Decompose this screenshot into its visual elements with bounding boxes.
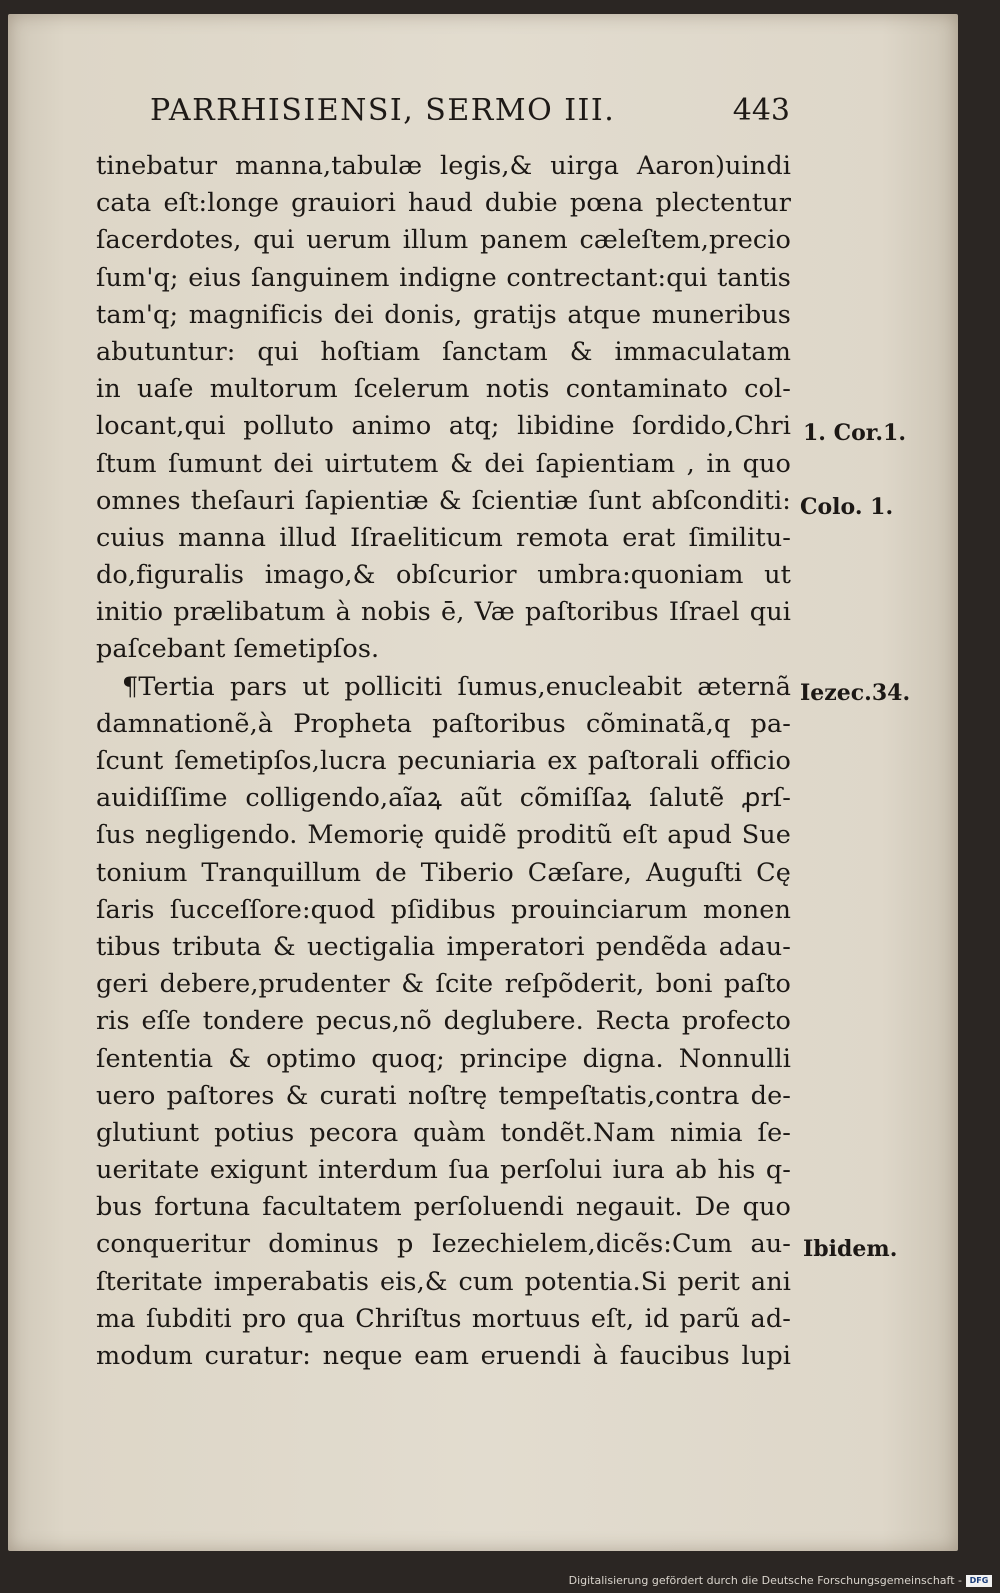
text-line: initio prælibatum à nobis ē, Væ paſtoribus Iſrael qui bbox=[96, 597, 791, 628]
text-line: do,figuralis imago,& obſcurior umbra:quoniam ut bbox=[96, 560, 791, 591]
text-line: geri debere,prudenter & ſcite reſpõderit, boni paſto bbox=[96, 969, 791, 1000]
text-line: modum curatur: neque eam eruendi à faucibus lupi bbox=[96, 1341, 791, 1371]
text-line: ſcunt ſemetipſos,lucra pecuniaria ex paſtorali officio bbox=[96, 746, 791, 776]
text-line: cata eſt:longe grauiori haud dubie pœna plectentur bbox=[96, 188, 791, 219]
digitization-credit bbox=[569, 1574, 992, 1587]
margin-note-ibidem: Ibidem. bbox=[803, 1236, 898, 1262]
text-line: ſum'q; eius ſanguinem indigne contrectant:qui tantis bbox=[96, 262, 791, 293]
margin-note-iezec: Iezec.34. bbox=[800, 680, 911, 706]
text-line: bus fortuna facultatem perſoluendi negauit. De quo bbox=[96, 1192, 791, 1223]
text-line: damnationẽ,à Propheta paſtoribus cõminatã,q pa- bbox=[96, 708, 791, 739]
text-line: tam'q; magnificis dei donis, gratijs atque muneribus bbox=[96, 299, 791, 330]
credit-text: Digitalisierung gefördert durch die Deutsche Forschungsgemeinschaft - bbox=[568, 1574, 962, 1587]
text-line: tibus tributa & uectigalia imperatori pendẽda adau- bbox=[96, 931, 791, 962]
text-line: ſacerdotes, qui uerum illum panem cæleſtem,precio bbox=[96, 225, 791, 256]
dfg-logo-icon: DFG bbox=[966, 1575, 992, 1587]
text-line: ris eſſe tondere pecus,nõ deglubere. Recta profecto bbox=[96, 1006, 791, 1037]
text-line: cuius manna illud Iſraeliticum remota erat ſimilitu- bbox=[96, 522, 791, 553]
text-line: tonium Tranquillum de Tiberio Cæſare, Auguſti Cę bbox=[96, 857, 791, 888]
body-text bbox=[96, 148, 791, 1375]
text-line: paſcebant ſemetipſos. bbox=[96, 634, 380, 665]
text-line: locant,qui polluto animo atq; libidine ſordido,Chri bbox=[96, 411, 791, 442]
running-header bbox=[150, 93, 790, 133]
text-line: abutuntur: qui hoſtiam ſanctam & immaculatam bbox=[96, 336, 791, 367]
text-line: tinebatur manna,tabulæ legis,& uirga Aaron)uindi bbox=[96, 151, 791, 181]
text-line: glutiunt potius pecora quàm tondẽt.Nam nimia ſe- bbox=[96, 1117, 791, 1148]
text-line: ſaris ſucceſſore:quod pſidibus prouinciarum monen bbox=[96, 894, 791, 925]
text-line: ſtum ſumunt dei uirtutem & dei ſapientiam , in quo bbox=[96, 448, 791, 479]
text-line: ſus negligendo. Memorię quidẽ proditũ eſt apud Sue bbox=[96, 820, 791, 851]
text-line: ma ſubditi pro qua Chriſtus mortuus eſt, id parũ ad- bbox=[96, 1303, 791, 1334]
margin-note-1-cor: 1. Cor.1. bbox=[803, 420, 907, 446]
text-line: ueritate exigunt interdum ſua perſolui iura ab his q- bbox=[96, 1155, 791, 1186]
text-line: conqueritur dominus p Iezechielem,dicẽs:Cum au- bbox=[96, 1229, 791, 1260]
text-line: omnes theſauri ſapientiæ & ſcientiæ ſunt abſconditi: bbox=[96, 485, 791, 516]
margin-note-colo: Colo. 1. bbox=[800, 494, 894, 520]
text-line: in uaſe multorum ſcelerum notis contaminato col- bbox=[96, 374, 791, 405]
text-line: ſententia & optimo quoq; principe digna. Nonnulli bbox=[96, 1043, 791, 1074]
text-line: ¶Tertia pars ut polliciti ſumus,enucleabit æternã bbox=[122, 671, 791, 702]
text-line: auidiſſime colligendo,aĩaꝝ aũt cõmiſſaꝝ ſalutẽ ꝓrſ- bbox=[96, 783, 791, 814]
running-title: PARRHISIENSI, SERMO III. bbox=[150, 93, 616, 128]
page-number: 443 bbox=[732, 93, 790, 128]
text-line: ſteritate imperabatis eis,& cum potentia.Si perit ani bbox=[96, 1266, 791, 1297]
text-line: uero paſtores & curati noſtrę tempeſtatis,contra de- bbox=[96, 1080, 791, 1111]
